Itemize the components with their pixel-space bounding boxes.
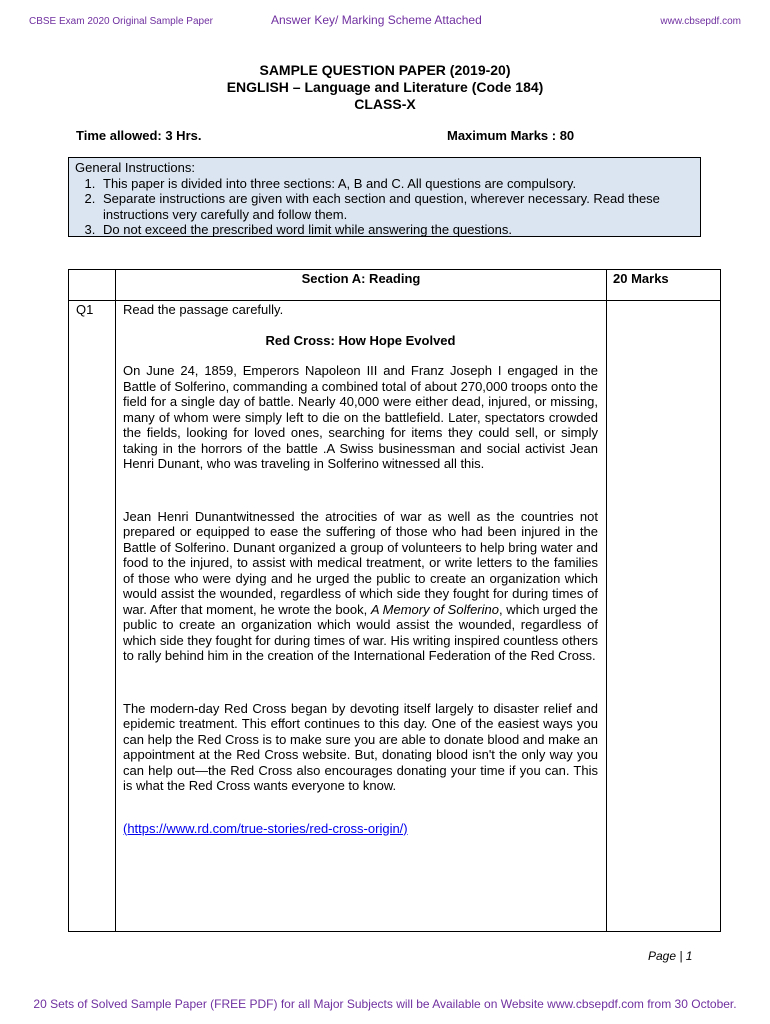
instruction-item: 1. This paper is divided into three sections: A, B and C. All questions are compulsory. (99, 176, 694, 192)
passage-paragraph-3: The modern-day Red Cross began by devoting itself largely to disaster relief and epidemic treatment. This effort continues to this day. One of the easiest ways you can help the Red Cross is to make sure you are able to donate blood and make an appointment at the Red Cross website. But, donating blood isn't the only way you can help out—the Red Cross also encourages donating your time if you can. This is what the Red Cross wants everyone to know. (123, 700, 598, 793)
question-table (68, 269, 721, 932)
paper-title: SAMPLE QUESTION PAPER (2019-20) (259, 62, 511, 78)
section-a-heading: Section A: Reading (301, 271, 421, 286)
source-link[interactable]: (https://www.rd.com/true-stories/red-cross-origin/) (123, 820, 408, 836)
reading-passage (123, 302, 598, 836)
passage-prompt: Read the passage carefully. (123, 302, 284, 317)
header-answer-key-text: Answer Key/ Marking Scheme Attached (271, 13, 482, 27)
question-number: Q1 (76, 302, 94, 317)
paper-subject: ENGLISH – Language and Literature (Code 184) (226, 79, 544, 95)
paragraph-text: , which urged the public to create an organization which would assist the wounded, regardless of which side they fought for during times of war. His writing inspired countless others to rally behind him in the creation of the International Federation of the Red Cross. (123, 601, 598, 663)
instruction-item: 2. Separate instructions are given with each section and question, wherever necessary. Read these instructions very carefully and follow them. (99, 191, 694, 222)
table-divider (115, 270, 116, 931)
paragraph-text: Jean Henri Dunantwitnessed the atrocities of war as well as the countries not prepared or equipped to ease the suffering of those who had been injured in the Battle of Solferino. Dunant organized a group of volunteers to help bring water and food to the injured, to assist with medical treatment, or write letters to the families of those who were dying and he urged the public to create an organization which would assist the wounded, regardless of which side they fought for during times of war. After that moment, he wrote the book, (123, 508, 598, 617)
passage-paragraph-2 (123, 509, 598, 664)
instructions-heading: General Instructions: (75, 160, 195, 175)
paper-class: CLASS-X (354, 96, 416, 112)
maximum-marks: Maximum Marks : 80 (447, 128, 575, 143)
time-allowed: Time allowed: 3 Hrs. (76, 128, 202, 143)
general-instructions-box (68, 157, 701, 237)
page-number: Page | 1 (648, 949, 693, 963)
passage-title: Red Cross: How Hope Evolved (265, 332, 456, 348)
section-a-marks: 20 Marks (613, 271, 669, 286)
header-website-link[interactable]: www.cbsepdf.com (660, 16, 741, 27)
instruction-item: 3. Do not exceed the prescribed word limit while answering the questions. (99, 222, 694, 238)
header-left-text: CBSE Exam 2020 Original Sample Paper (29, 16, 213, 27)
instructions-list (75, 176, 694, 238)
table-divider (606, 270, 607, 931)
book-title: A Memory of Solferino (370, 601, 499, 617)
table-divider (69, 300, 720, 301)
passage-paragraph-1: On June 24, 1859, Emperors Napoleon III and Franz Joseph I engaged in the Battle of Solferino, commanding a combined total of about 270,000 troops onto the field for a single day of battle. Nearly 40,000 were either dead, injured, or missing, many of whom were simply left to die on the battlefield. Later, spectators crowded the fields, looking for loved ones, searching for items they could sell, or simply taking in the horrors of the battle .A Swiss businessman and social activist Jean Henri Dunant, who was traveling in Solferino witnessed all this. (123, 363, 598, 471)
footer-promo-text: 20 Sets of Solved Sample Paper (FREE PDF) for all Major Subjects will be Available on Website www.cbsepdf.com from 30 October. (33, 997, 737, 1011)
